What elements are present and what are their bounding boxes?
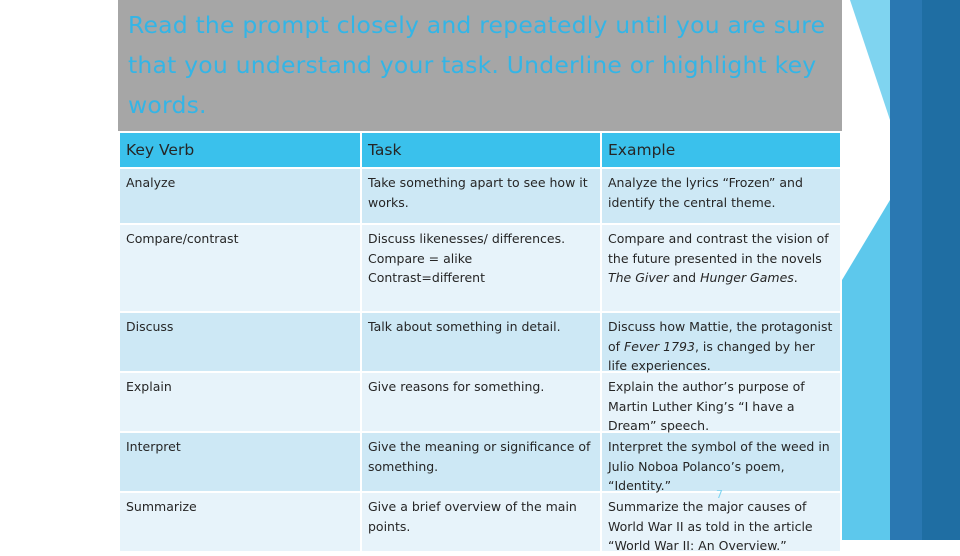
slide-heading: Read the prompt closely and repeatedly until you are sure that you understand your task. Underline or highlight key words.	[128, 11, 826, 119]
book-title: The Giver	[608, 270, 669, 285]
example-text: Interpret the symbol of the weed in Julio Noboa Polanco’s poem, “Identity.”	[608, 439, 830, 493]
example-text: Discuss how Mattie, the protagonist of	[608, 319, 833, 354]
example-cell	[601, 312, 841, 372]
page-number: 7	[716, 488, 723, 501]
example-cell	[601, 224, 841, 312]
table-row	[119, 312, 841, 372]
book-title: Fever 1793	[624, 338, 695, 354]
example-text: Analyze the lyrics “Frozen” and identify the central theme.	[608, 175, 803, 210]
example-text: , is changed by her life experiences.	[608, 338, 815, 373]
example-cell	[601, 372, 841, 432]
task-cell	[361, 224, 601, 312]
task-line: Compare = alike	[368, 250, 473, 266]
task-line: Contrast=different	[368, 270, 485, 285]
table-row	[119, 372, 841, 432]
book-title: Hunger Games	[700, 270, 794, 285]
example-text: Compare and contrast the vision of the future presented in the novels	[608, 231, 829, 266]
verb-cell: Explain	[119, 372, 361, 432]
heading-band	[118, 0, 842, 131]
example-text: Explain the author’s purpose of Martin Luther King’s “I have a Dream” speech.	[608, 379, 805, 433]
example-cell	[601, 432, 841, 492]
task-cell: Give the meaning or significance of something.	[361, 432, 601, 492]
example-cell	[601, 168, 841, 224]
verb-cell: Summarize	[119, 492, 361, 552]
task-cell: Give reasons for something.	[361, 372, 601, 432]
table-row	[119, 224, 841, 312]
table-row	[119, 168, 841, 224]
verb-cell: Compare/contrast	[119, 224, 361, 312]
task-cell: Talk about something in detail.	[361, 312, 601, 372]
task-cell: Give a brief overview of the main points.	[361, 492, 601, 552]
header-example: Example	[601, 132, 841, 168]
decorative-shapes	[830, 0, 960, 540]
example-text: .	[793, 270, 798, 285]
example-cell	[601, 488, 841, 553]
example-text: Summarize the major causes of World War II as told in the article “World War II: An Overview.”	[608, 499, 813, 553]
verb-cell: Interpret	[119, 432, 361, 492]
example-text: and	[668, 270, 701, 285]
header-task: Task	[361, 132, 601, 168]
verb-cell: Analyze	[119, 168, 361, 224]
deco-shape-dark	[922, 0, 960, 540]
verb-table	[118, 131, 842, 553]
table-row	[119, 492, 841, 552]
key-verb-table	[118, 131, 842, 553]
task-line: Discuss likenesses/ differences.	[368, 231, 566, 246]
header-key-verb: Key Verb	[119, 132, 361, 168]
table-row	[119, 432, 841, 492]
task-cell: Take something apart to see how it works.	[361, 168, 601, 224]
verb-cell: Discuss	[119, 312, 361, 372]
